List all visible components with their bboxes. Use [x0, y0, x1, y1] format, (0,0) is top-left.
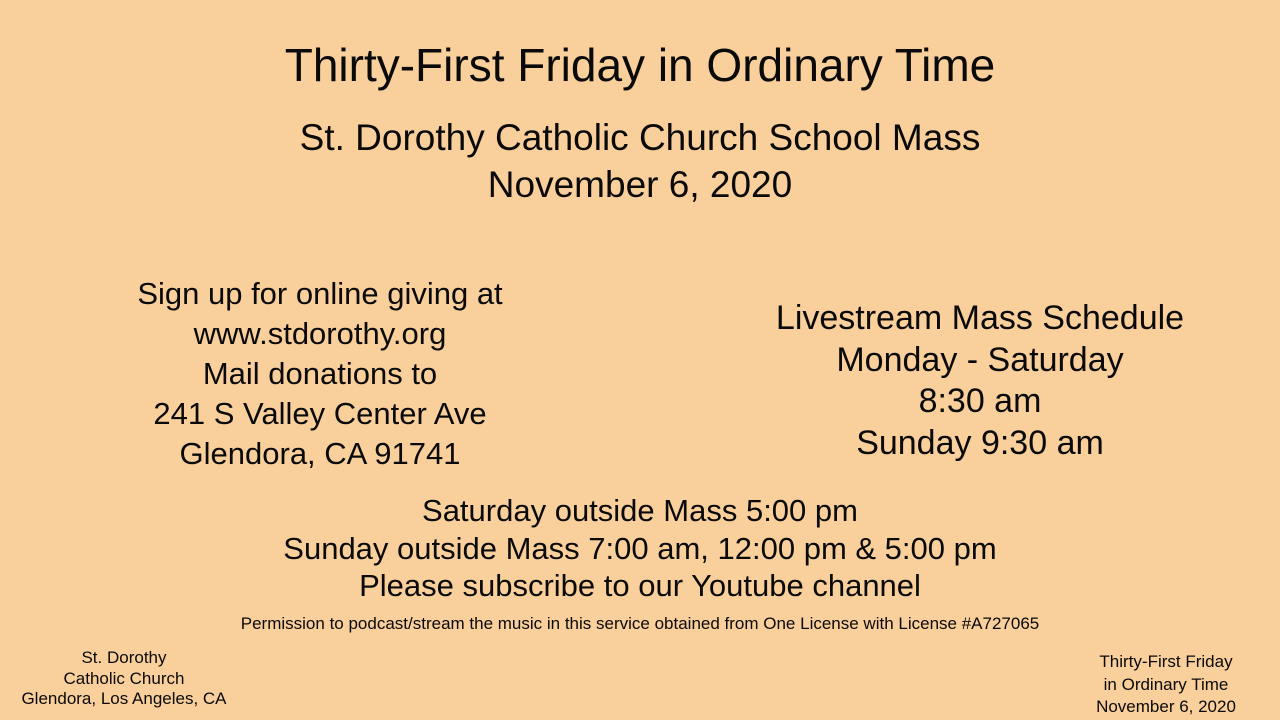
footer-right-line: in Ordinary Time — [1103, 674, 1229, 694]
footer-church-name — [0, 648, 248, 710]
footer-left-line: St. Dorothy — [81, 648, 167, 667]
giving-website-link: www.stdorothy.org — [193, 316, 447, 351]
giving-line: Sign up for online giving at — [137, 276, 503, 311]
license-permission-note: Permission to podcast/stream the music in this service obtained from One License with License #A727065 — [240, 614, 1040, 633]
online-giving-info — [80, 274, 560, 474]
mailing-address-city: Glendora, CA 91741 — [179, 436, 461, 471]
mailing-address-street: 241 S Valley Center Ave — [153, 396, 487, 431]
sunday-outside-mass: Sunday outside Mass 7:00 am, 12:00 pm & 5:00 pm — [283, 530, 997, 566]
subscribe-notice: Please subscribe to our Youtube channel — [359, 568, 921, 603]
church-mass-name: St. Dorothy Catholic Church School Mass — [299, 117, 981, 158]
footer-occasion — [1068, 651, 1264, 719]
outside-mass-info — [0, 492, 1280, 605]
schedule-sunday-time: Sunday 9:30 am — [856, 423, 1104, 462]
schedule-days: Monday - Saturday — [836, 340, 1124, 379]
footer-right-line: November 6, 2020 — [1096, 697, 1236, 716]
livestream-schedule — [730, 298, 1230, 464]
mass-subtitle — [0, 114, 1280, 208]
footer-left-line: Catholic Church — [63, 668, 185, 688]
mass-date: November 6, 2020 — [487, 164, 793, 205]
page-title: Thirty-First Friday in Ordinary Time — [284, 39, 996, 91]
schedule-heading: Livestream Mass Schedule — [775, 299, 1185, 337]
schedule-weekday-time: 8:30 am — [918, 382, 1042, 420]
footer-right-line: Thirty-First Friday — [1099, 652, 1233, 671]
footer-left-line: Glendora, Los Angeles, CA — [21, 689, 227, 708]
saturday-outside-mass: Saturday outside Mass 5:00 pm — [422, 493, 858, 528]
giving-line: Mail donations to — [202, 356, 438, 391]
